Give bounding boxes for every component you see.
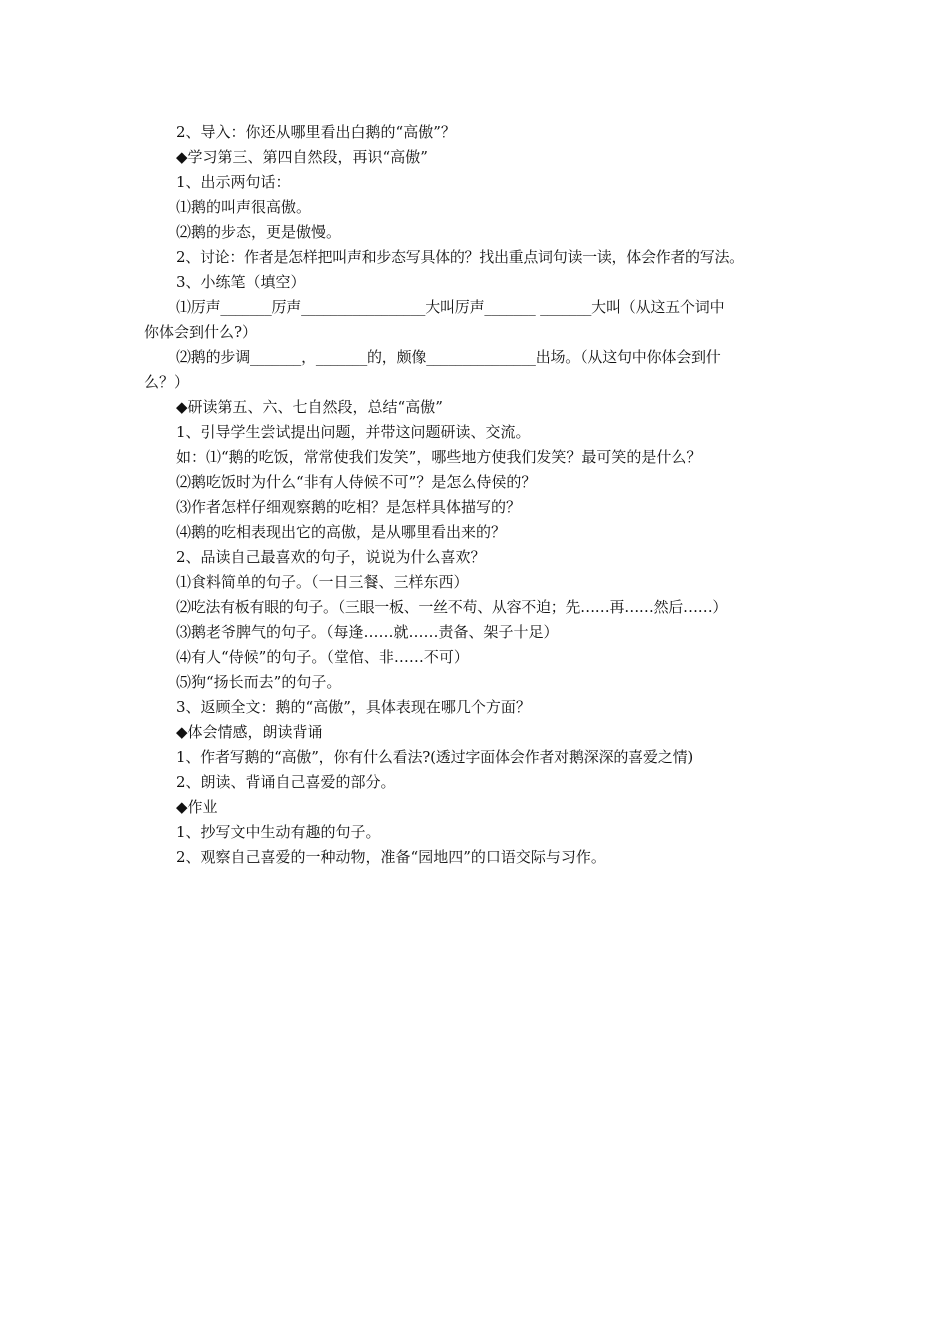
fill-in-exercise-continuation: 你体会到什么?） bbox=[144, 323, 258, 341]
section-heading: ◆体会情感，朗读背诵 bbox=[176, 723, 323, 741]
paragraph-line: ⑵鹅吃饭时为什么“非有人侍候不可”？是怎么侍侯的？ bbox=[176, 473, 537, 491]
paragraph-line: 2、观察自己喜爱的一种动物，准备“园地四”的口语交际与习作。 bbox=[176, 848, 606, 866]
paragraph-line: ⑷鹅的吃相表现出它的高傲，是从哪里看出来的？ bbox=[176, 523, 507, 541]
fill-in-exercise-line: ⑵鹅的步调_______，_______的，颇像_______________出场。（从这句中你体会到什 bbox=[176, 348, 721, 366]
paragraph-line: ⑴鹅的叫声很高傲。 bbox=[176, 198, 312, 216]
paragraph-line: ⑵吃法有板有眼的句子。（三眼一板、一丝不苟、从容不迫；先……再……然后……） bbox=[176, 598, 728, 616]
paragraph-line: 1、出示两句话： bbox=[176, 173, 291, 191]
paragraph-line: 2、讨论：作者是怎样把叫声和步态写具体的？找出重点词句读一读，体会作者的写法。 bbox=[176, 248, 744, 266]
paragraph-line: ⑷有人“侍候”的句子。（堂倌、非……不可） bbox=[176, 648, 469, 666]
fill-in-exercise-continuation: 么？） bbox=[144, 373, 190, 391]
document-body bbox=[144, 120, 809, 870]
paragraph-line: 1、抄写文中生动有趣的句子。 bbox=[176, 823, 381, 841]
paragraph-line: ⑴食料简单的句子。（一日三餐、三样东西） bbox=[176, 573, 469, 591]
paragraph-line: ⑶作者怎样仔细观察鹅的吃相？是怎样具体描写的？ bbox=[176, 498, 522, 516]
paragraph-line: ⑶鹅老爷脾气的句子。（每逢……就……责备、架子十足） bbox=[176, 623, 559, 641]
paragraph-line: 1、引导学生尝试提出问题，并带这问题研读、交流。 bbox=[176, 423, 531, 441]
section-heading: ◆研读第五、六、七自然段，总结“高傲” bbox=[176, 398, 443, 416]
section-heading: ◆学习第三、第四自然段，再识“高傲” bbox=[176, 148, 428, 166]
section-heading: ◆作业 bbox=[176, 798, 218, 816]
fill-in-exercise-line: ⑴厉声_______厉声_________________大叫厉声_______ _______大叫（从这五个词中 bbox=[176, 298, 725, 316]
paragraph-line: 3、小练笔（填空） bbox=[176, 273, 306, 291]
paragraph-line: 3、返顾全文：鹅的“高傲”，具体表现在哪几个方面？ bbox=[176, 698, 531, 716]
paragraph-line: ⑸狗“扬长而去”的句子。 bbox=[176, 673, 342, 691]
paragraph-line: ⑵鹅的步态，更是傲慢。 bbox=[176, 223, 342, 241]
paragraph-line: 如：⑴“鹅的吃饭，常常使我们发笑”，哪些地方使我们发笑？最可笑的是什么？ bbox=[176, 448, 702, 466]
paragraph-line: 2、朗读、背诵自己喜爱的部分。 bbox=[176, 773, 396, 791]
paragraph-line: 1、作者写鹅的“高傲”，你有什么看法?(透过字面体会作者对鹅深深的喜爱之情) bbox=[176, 748, 694, 766]
paragraph-line: 2、导入：你还从哪里看出白鹅的“高傲”？ bbox=[176, 123, 456, 141]
paragraph-line: 2、品读自己最喜欢的句子，说说为什么喜欢？ bbox=[176, 548, 486, 566]
